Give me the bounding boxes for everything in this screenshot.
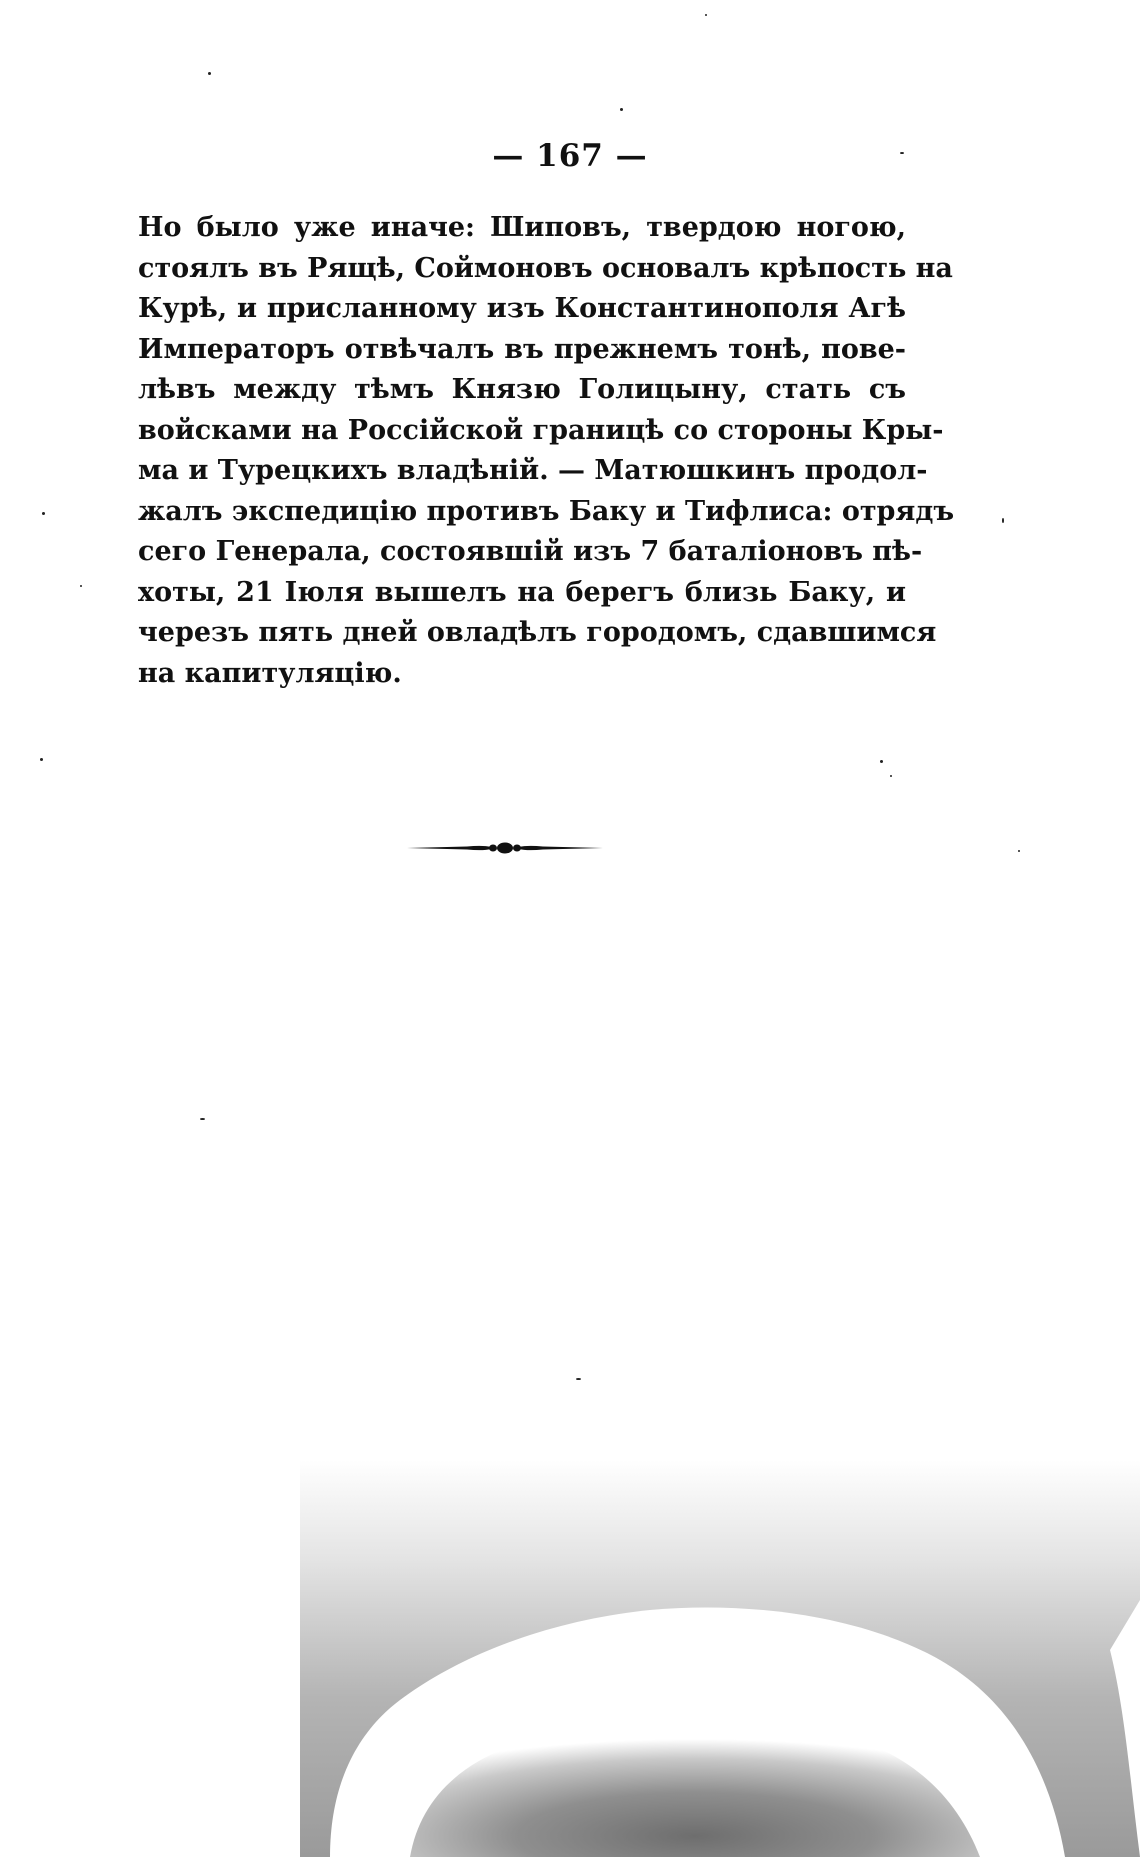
scan-speck [42, 512, 45, 515]
scan-speck [208, 72, 211, 75]
scan-speck [880, 760, 883, 763]
text-line: сего Генерала, состоявшій изъ 7 баталіоновъ пѣ- [138, 536, 923, 567]
text-line: стоялъ въ Рящѣ, Соймоновъ основалъ крѣпость на [138, 252, 953, 284]
text-line: лѣвъ между тѣмъ Князю Голицыну, стать съ [138, 374, 906, 405]
text-line: на капитуляцію. [138, 657, 402, 689]
text-line: Курѣ, и присланному изъ Константинополя Агѣ [138, 293, 906, 324]
text-line: жалъ экспедицію противъ Баку и Тифлиса: отрядъ [138, 495, 955, 527]
text-line: Императоръ отвѣчалъ въ прежнемъ тонѣ, пове- [138, 333, 906, 365]
text-line: Но было уже иначе: Шиповъ, твердою ногою, [138, 212, 906, 243]
text-line: войсками на Россійской границѣ со стороны Кры- [138, 414, 944, 446]
text-line: черезъ пять дней овладѣлъ городомъ, сдавшимся [138, 617, 937, 648]
page-number: — 167 — [492, 138, 648, 174]
scan-speck [705, 14, 707, 16]
text-line: хоты, 21 Іюля вышелъ на берегъ близь Баку, и [138, 576, 906, 608]
scan-speck [40, 758, 43, 761]
body-paragraph [138, 208, 955, 694]
scan-speck [890, 775, 892, 777]
scan-speck [576, 1378, 581, 1380]
scan-stain-icon [290, 1450, 1140, 1857]
text-line: ма и Турецкихъ владѣній. — Матюшкинъ продол- [138, 455, 928, 486]
flourish-divider-icon [405, 836, 605, 860]
scan-speck [1002, 518, 1004, 523]
scan-speck [900, 152, 904, 154]
scan-speck [620, 108, 623, 111]
scan-speck [200, 1118, 205, 1120]
scan-speck [80, 585, 82, 587]
scan-speck [1018, 850, 1020, 852]
